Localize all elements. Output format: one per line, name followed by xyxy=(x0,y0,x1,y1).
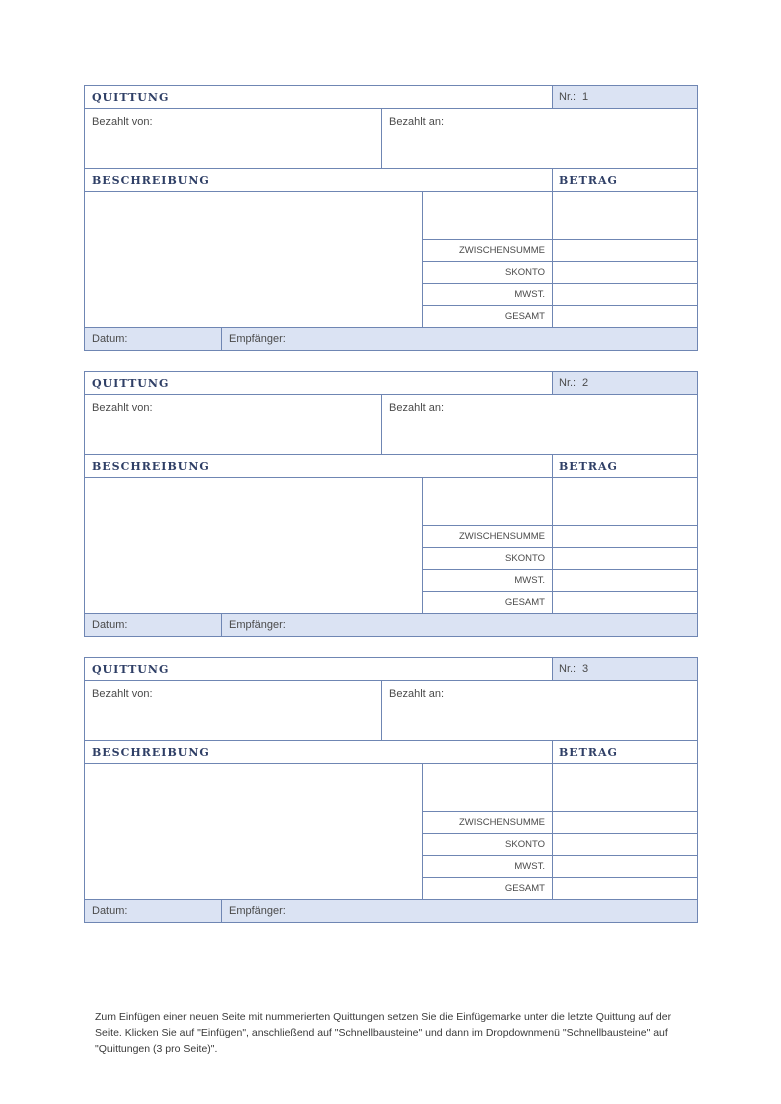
receipt-title-text: QUITTUNG xyxy=(92,91,170,104)
receipt-number-value: 3 xyxy=(582,663,589,675)
date-field[interactable] xyxy=(85,614,221,636)
recipient-label: Empfänger: xyxy=(229,905,286,917)
paid-to-field[interactable] xyxy=(382,681,697,740)
discount-label: SKONTO xyxy=(505,839,545,850)
vat-value[interactable] xyxy=(553,570,697,591)
total-value[interactable] xyxy=(553,878,697,899)
vat-value[interactable] xyxy=(553,856,697,877)
total-row xyxy=(423,878,552,899)
amount-header-text: BETRAG xyxy=(559,746,618,759)
description-header xyxy=(85,169,552,191)
date-field[interactable] xyxy=(85,900,221,922)
receipt-number-value: 2 xyxy=(582,377,589,389)
receipt-number-cell[interactable] xyxy=(552,372,697,394)
paid-by-label: Bezahlt von: xyxy=(92,116,153,128)
total-value[interactable] xyxy=(553,592,697,613)
description-header-text: BESCHREIBUNG xyxy=(92,746,210,759)
subtotal-label: ZWISCHENSUMME xyxy=(458,531,545,542)
date-label: Datum: xyxy=(92,619,128,631)
description-field[interactable] xyxy=(85,192,422,327)
receipt-title-text: QUITTUNG xyxy=(92,377,170,390)
receipt-number-label: Nr.: xyxy=(559,91,577,103)
discount-label: SKONTO xyxy=(505,553,545,564)
paid-by-field[interactable] xyxy=(85,395,381,454)
amount-field[interactable] xyxy=(553,764,697,811)
subtotal-row xyxy=(423,240,552,261)
paid-to-label: Bezahlt an: xyxy=(389,688,445,700)
amount-header xyxy=(553,455,697,477)
discount-value[interactable] xyxy=(553,834,697,855)
amount-field[interactable] xyxy=(553,192,697,239)
paid-by-field[interactable] xyxy=(85,681,381,740)
receipt-1 xyxy=(84,85,698,351)
subtotal-row xyxy=(423,812,552,833)
discount-value[interactable] xyxy=(553,548,697,569)
vat-value[interactable] xyxy=(553,284,697,305)
description-header-text: BESCHREIBUNG xyxy=(92,460,210,473)
receipt-number-value: 1 xyxy=(582,91,589,103)
vat-row xyxy=(423,856,552,877)
paid-by-label: Bezahlt von: xyxy=(92,688,153,700)
receipt-title xyxy=(85,86,552,108)
receipt-number-cell[interactable] xyxy=(552,658,697,680)
subtotal-value[interactable] xyxy=(553,526,697,547)
receipt-number-label: Nr.: xyxy=(559,663,577,675)
recipient-label: Empfänger: xyxy=(229,333,286,345)
receipt-title xyxy=(85,658,552,680)
subtotal-value[interactable] xyxy=(553,240,697,261)
amount-header-text: BETRAG xyxy=(559,174,618,187)
amount-field[interactable] xyxy=(553,478,697,525)
discount-row xyxy=(423,262,552,283)
recipient-field[interactable] xyxy=(222,900,697,922)
date-field[interactable] xyxy=(85,328,221,350)
total-row xyxy=(423,592,552,613)
subtotal-label: ZWISCHENSUMME xyxy=(458,817,545,828)
receipt-number-cell[interactable] xyxy=(552,86,697,108)
total-value[interactable] xyxy=(553,306,697,327)
paid-to-label: Bezahlt an: xyxy=(389,116,445,128)
recipient-field[interactable] xyxy=(222,614,697,636)
amount-header-text: BETRAG xyxy=(559,460,618,473)
receipt-number-label: Nr.: xyxy=(559,377,577,389)
vat-label: MWST. xyxy=(514,861,545,872)
discount-label: SKONTO xyxy=(505,267,545,278)
discount-value[interactable] xyxy=(553,262,697,283)
footer-note: Zum Einfügen einer neuen Seite mit nummerierten Quittungen setzen Sie die Einfügemarke unter die letzte Quittung auf der Seite. Klicken Sie auf "Einfügen", anschließend auf "Schnellbausteine" und dann im Dropdownmenü "Schnellbausteine" auf "Quittungen (3 pro Seite)". xyxy=(95,1011,672,1055)
paid-by-label: Bezahlt von: xyxy=(92,402,153,414)
vat-row xyxy=(423,284,552,305)
paid-to-label: Bezahlt an: xyxy=(389,402,445,414)
description-field[interactable] xyxy=(85,764,422,899)
total-row xyxy=(423,306,552,327)
vat-label: MWST. xyxy=(514,289,545,300)
receipt-title-text: QUITTUNG xyxy=(92,663,170,676)
description-field[interactable] xyxy=(85,478,422,613)
receipt-2 xyxy=(84,371,698,637)
recipient-field[interactable] xyxy=(222,328,697,350)
amount-header xyxy=(553,741,697,763)
discount-row xyxy=(423,548,552,569)
subtotal-row xyxy=(423,526,552,547)
total-label: GESAMT xyxy=(504,311,545,322)
total-label: GESAMT xyxy=(504,597,545,608)
paid-to-field[interactable] xyxy=(382,109,697,168)
subtotal-label: ZWISCHENSUMME xyxy=(458,245,545,256)
date-label: Datum: xyxy=(92,333,128,345)
paid-to-field[interactable] xyxy=(382,395,697,454)
description-header xyxy=(85,741,552,763)
vat-label: MWST. xyxy=(514,575,545,586)
receipt-title xyxy=(85,372,552,394)
discount-row xyxy=(423,834,552,855)
amount-header xyxy=(553,169,697,191)
vat-row xyxy=(423,570,552,591)
description-header-text: BESCHREIBUNG xyxy=(92,174,210,187)
subtotal-value[interactable] xyxy=(553,812,697,833)
date-label: Datum: xyxy=(92,905,128,917)
recipient-label: Empfänger: xyxy=(229,619,286,631)
receipt-3 xyxy=(84,657,698,923)
paid-by-field[interactable] xyxy=(85,109,381,168)
total-label: GESAMT xyxy=(504,883,545,894)
description-header xyxy=(85,455,552,477)
